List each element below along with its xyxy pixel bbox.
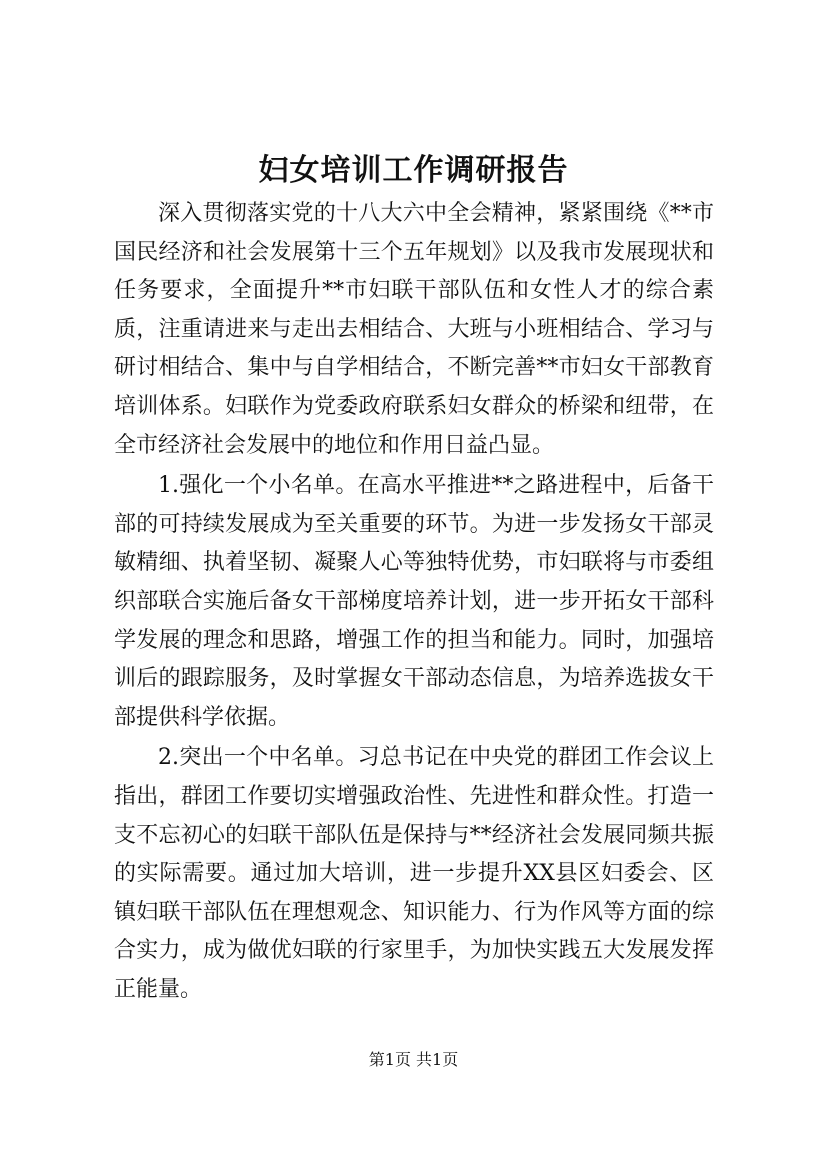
page-footer: 第1页 共1页 bbox=[368, 1050, 459, 1069]
document-body bbox=[114, 195, 714, 1009]
paragraph-intro: 深入贯彻落实党的十八大六中全会精神，紧紧围绕《**市国民经济和社会发展第十三个五年规划》以及我市发展现状和任务要求，全面提升**市妇联干部队伍和女性人才的综合素质，注重请进来与走出去相结合、大班与小班相结合、学习与研讨相结合、集中与自学相结合，不断完善**市妇女干部教育培训体系。妇联作为党委政府联系妇女群众的桥梁和纽带，在全市经济社会发展中的地位和作用日益凸显。 bbox=[114, 201, 714, 458]
document-title: 妇女培训工作调研报告 bbox=[258, 153, 569, 188]
paragraph-item-1: 1.强化一个小名单。在高水平推进**之路进程中，后备干部的可持续发展成为至关重要的环节。为进一步发扬女干部灵敏精细、执着坚韧、凝聚人心等独特优势，市妇联将与市委组织部联合实施后备女干部梯度培养计划，进一步开拓女干部科学发展的理念和思路，增强工作的担当和能力。同时，加强培训后的跟踪服务，及时掌握女干部动态信息，为培养选拔女干部提供科学依据。 bbox=[114, 473, 714, 730]
paragraph-item-2: 2.突出一个中名单。习总书记在中央党的群团工作会议上指出，群团工作要切实增强政治性、先进性和群众性。打造一支不忘初心的妇联干部队伍是保持与**经济社会发展同频共振的实际需要。通过加大培训，进一步提升XX县区妇委会、区镇妇联干部队伍在理想观念、知识能力、行为作风等方面的综合实力，成为做优妇联的行家里手，为加快实践五大发展发挥正能量。 bbox=[114, 745, 714, 1002]
